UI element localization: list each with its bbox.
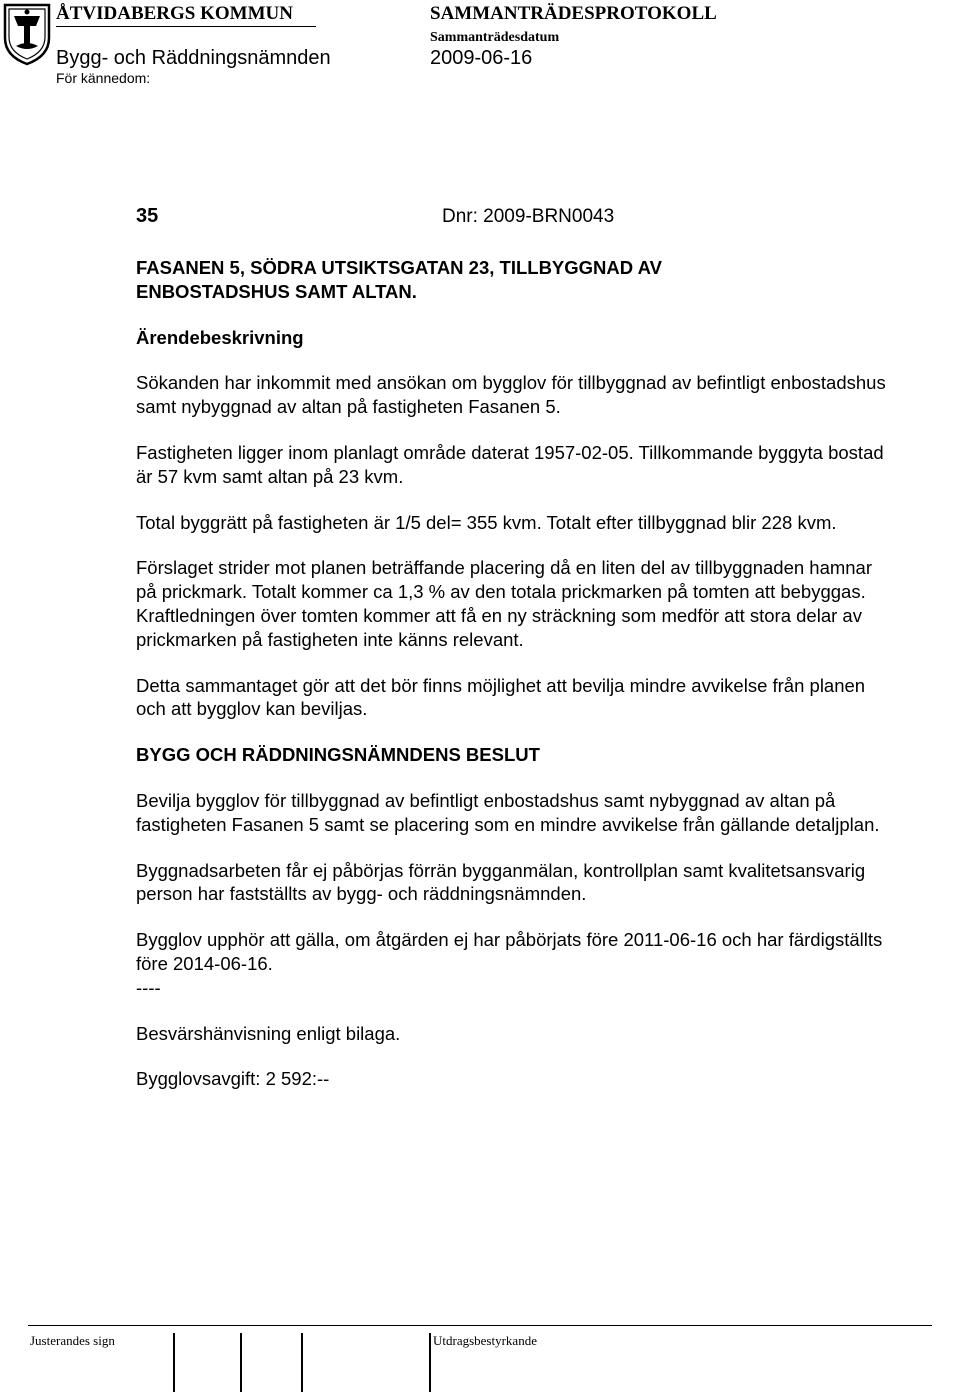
description-paragraph-3: Total byggrätt på fastigheten är 1/5 del= 355 kvm. Totalt efter tillbyggnad blir 228 kvm. bbox=[136, 511, 837, 533]
meeting-date: 2009-06-16 bbox=[430, 47, 533, 69]
organization-name: ÅTVIDABERGS KOMMUN bbox=[56, 3, 293, 24]
permit-fee: Bygglovsavgift: 2 592:-- bbox=[136, 1068, 330, 1090]
document-type: SAMMANTRÄDESPROTOKOLL bbox=[430, 3, 717, 24]
utdragsbestyrkande-label: Utdragsbestyrkande bbox=[433, 1333, 537, 1348]
signature-divider-4 bbox=[429, 1333, 431, 1392]
date-label: Sammanträdesdatum bbox=[430, 30, 560, 45]
signature-divider-3 bbox=[301, 1333, 303, 1392]
footer-rule bbox=[28, 1325, 932, 1326]
justerandes-sign-label: Justerandes sign bbox=[30, 1333, 115, 1348]
organization-underline bbox=[56, 26, 316, 27]
decision-paragraph-3: Bygglov upphör att gälla, om åtgärden ej har påbörjats före 2011-06-16 och har färdigställts före 2014-06-16. bbox=[136, 929, 883, 974]
municipality-coat-of-arms-logo bbox=[2, 2, 52, 66]
description-paragraph-2: Fastigheten ligger inom planlagt område daterat 1957-02-05. Tillkommande byggyta bostad är 57 kvm samt altan på 23 kvm. bbox=[136, 441, 884, 487]
section-number: 35 bbox=[136, 205, 159, 227]
separator: ---- bbox=[136, 976, 161, 998]
diary-number: Dnr: 2009-BRN0043 bbox=[442, 206, 615, 227]
signature-divider-2 bbox=[240, 1333, 242, 1392]
signature-divider-1 bbox=[173, 1333, 175, 1392]
for-kannedom-label: För kännedom: bbox=[56, 70, 151, 86]
section-title-line1: FASANEN 5, SÖDRA UTSIKTSGATAN 23, TILLBYGGNAD AV bbox=[136, 257, 662, 278]
protocol-section bbox=[136, 205, 896, 1091]
appeal-note: Besvärshänvisning enligt bilaga. bbox=[136, 1022, 401, 1044]
description-paragraph-6: Detta sammantaget gör att det bör finns möjlighet att bevilja mindre avvikelse från planen och att bygglov kan beviljas. bbox=[136, 674, 866, 720]
decision-heading: BYGG OCH RÄDDNINGSNÄMNDENS BESLUT bbox=[136, 744, 540, 766]
section-header-row bbox=[136, 205, 896, 229]
description-paragraph-5: Kraftledningen över tomten kommer att få en ny sträckning som medför att stora delar av prickmarken på fastigheten inte känns relevant. bbox=[136, 604, 862, 650]
decision-paragraph-1: Bevilja bygglov för tillbyggnad av befintligt enbostadshus samt nybyggnad av altan på fastigheten Fasanen 5 samt se placering som en mindre avvikelse från gällande detaljplan. bbox=[136, 789, 880, 835]
section-title-line2: ENBOSTADSHUS SAMT ALTAN. bbox=[136, 280, 417, 302]
description-paragraph-4: Förslaget strider mot planen beträffande placering då en liten del av tillbyggnaden hamnar på prickmark. Totalt kommer ca 1,3 % av den totala prickmarken på tomten att bebyggas. bbox=[136, 557, 873, 603]
committee-name: Bygg- och Räddningsnämnden bbox=[56, 47, 331, 69]
signature-footer bbox=[0, 1325, 960, 1392]
description-paragraph-1: Sökanden har inkommit med ansökan om bygglov för tillbyggnad av befintligt enbostadshus samt nybyggnad av altan på fastigheten Fasanen 5. bbox=[136, 372, 886, 418]
decision-paragraph-2: Byggnadsarbeten får ej påbörjas förrän bygganmälan, kontrollplan samt kvalitetsansvarig person har fastställts av bygg- och räddningsnämnden. bbox=[136, 859, 866, 905]
description-heading: Ärendebeskrivning bbox=[136, 326, 304, 348]
